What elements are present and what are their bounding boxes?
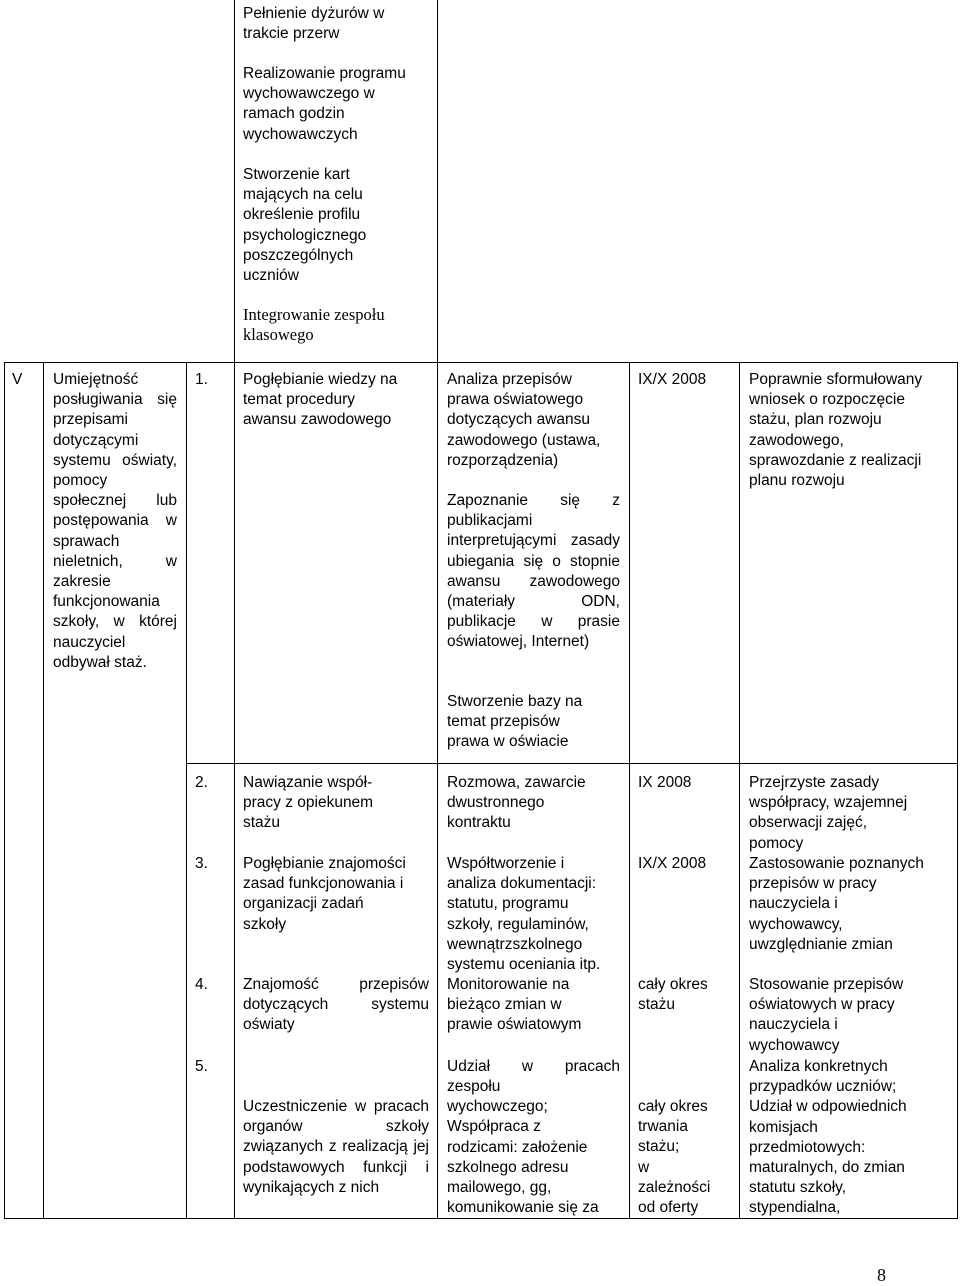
task-2-title: Nawiązanie współ- pracy z opiekunem stażu: [243, 774, 374, 832]
table-border: [4, 362, 958, 363]
task-4-effect: Stosowanie przepisów oświatowych w pracy nauczyciela i wychowawcy: [749, 976, 904, 1054]
table-border: [234, 0, 235, 362]
task-5-effect: Analiza konkretnych przypadków uczniów; Udział w odpowiednich komisjach przedmiotowych: maturalnych, do zmian statutu szkoły, stypendialna,: [749, 1058, 907, 1217]
table-border: [43, 362, 44, 1219]
table-border: [186, 362, 187, 1219]
task-1-forms-c: Stworzenie bazy na temat przepisów prawa w oświacie: [447, 693, 583, 751]
task-1-effect: Poprawnie sformułowany wniosek o rozpoczęcie stażu, plan rozwoju zawodowego, sprawozdanie z realizacji planu rozwoju: [749, 371, 923, 490]
section-number: V: [12, 371, 23, 388]
task-2-number: 2.: [195, 774, 208, 791]
table-border: [4, 362, 5, 1219]
task-4-forms: Monitorowanie na bieżąco zmian w prawie oświatowym: [447, 976, 582, 1034]
task-5-title: Uczestniczenie w pracach organów szkoły związanych z realizacją jej podstawowych funkcji i wynikających z nich: [243, 1098, 429, 1196]
top-item-2: Realizowanie programu wychowawczego w ramach godzin wychowawczych: [243, 65, 406, 143]
table-border: [234, 362, 235, 1219]
task-4-title: Znajomość przepisów dotyczących systemu oświaty: [243, 976, 429, 1034]
task-5-number: 5.: [195, 1058, 208, 1075]
top-item-3: Stworzenie kart mających na celu określenie profilu psychologicznego poszczególnych uczniów: [243, 166, 367, 285]
task-3-effect: Zastosowanie poznanych przepisów w pracy nauczyciela i wychowawcy, uwzględnianie zmian: [749, 855, 924, 953]
page-number: 8: [877, 1265, 886, 1285]
task-3-forms: Współtworzenie i analiza dokumentacji: statutu, programu szkoły, regulaminów, wewnątrzszkolnego systemu oceniania itp.: [447, 855, 601, 974]
table-border: [629, 362, 630, 1219]
task-1-number: 1.: [195, 371, 208, 388]
table-border: [957, 362, 958, 1219]
task-5-date: cały okres trwania stażu; w zależności od oferty: [638, 1098, 711, 1217]
task-4-number: 4.: [195, 976, 208, 993]
task-3-number: 3.: [195, 855, 208, 872]
task-1-date: IX/X 2008: [638, 371, 707, 388]
table-border: [437, 362, 438, 1219]
top-item-1: Pełnienie dyżurów w trakcie przerw: [243, 5, 385, 43]
task-2-forms: Rozmowa, zawarcie dwustronnego kontraktu: [447, 774, 586, 832]
task-2-date: IX 2008: [638, 774, 692, 791]
task-5-forms-b: zespołu wychowczego; Współpraca z rodzicami: założenie szkolnego adresu mailowego, gg, komunikowanie się za: [447, 1078, 599, 1217]
top-item-serif: Integrowanie zespołu klasowego: [243, 305, 385, 345]
task-4-date: cały okres stażu: [638, 976, 708, 1014]
task-1-forms-a: Analiza przepisów prawa oświatowego dotyczących awansu zawodowego (ustawa, rozporządzenia): [447, 371, 601, 469]
table-border: [739, 362, 740, 1219]
task-5-forms-a: Udział w pracach: [447, 1058, 620, 1075]
table-border: [437, 0, 438, 362]
task-3-date: IX/X 2008: [638, 855, 707, 872]
table-border: [186, 763, 958, 764]
task-2-effect: Przejrzyste zasady współpracy, wzajemnej obserwacji zajęć, pomocy: [749, 774, 908, 852]
task-1-title: Pogłębianie wiedzy na temat procedury awansu zawodowego: [243, 371, 398, 429]
task-1-forms-b: Zapoznanie się z publikacjami interpretującymi zasady ubiegania się o stopnie awansu zawodowego (materiały ODN, publikacje w prasie oświatowej, Internet): [447, 492, 620, 651]
task-3-title: Pogłębianie znajomości zasad funkcjonowania i organizacji zadań szkoły: [243, 855, 406, 933]
section-skill: Umiejętność posługiwania się przepisami dotyczącymi systemu oświaty, pomocy społecznej lub postępowania w sprawach nieletnich, w zakresie funkcjonowania szkoły, w której nauczyciel odbywał staż.: [53, 371, 177, 671]
